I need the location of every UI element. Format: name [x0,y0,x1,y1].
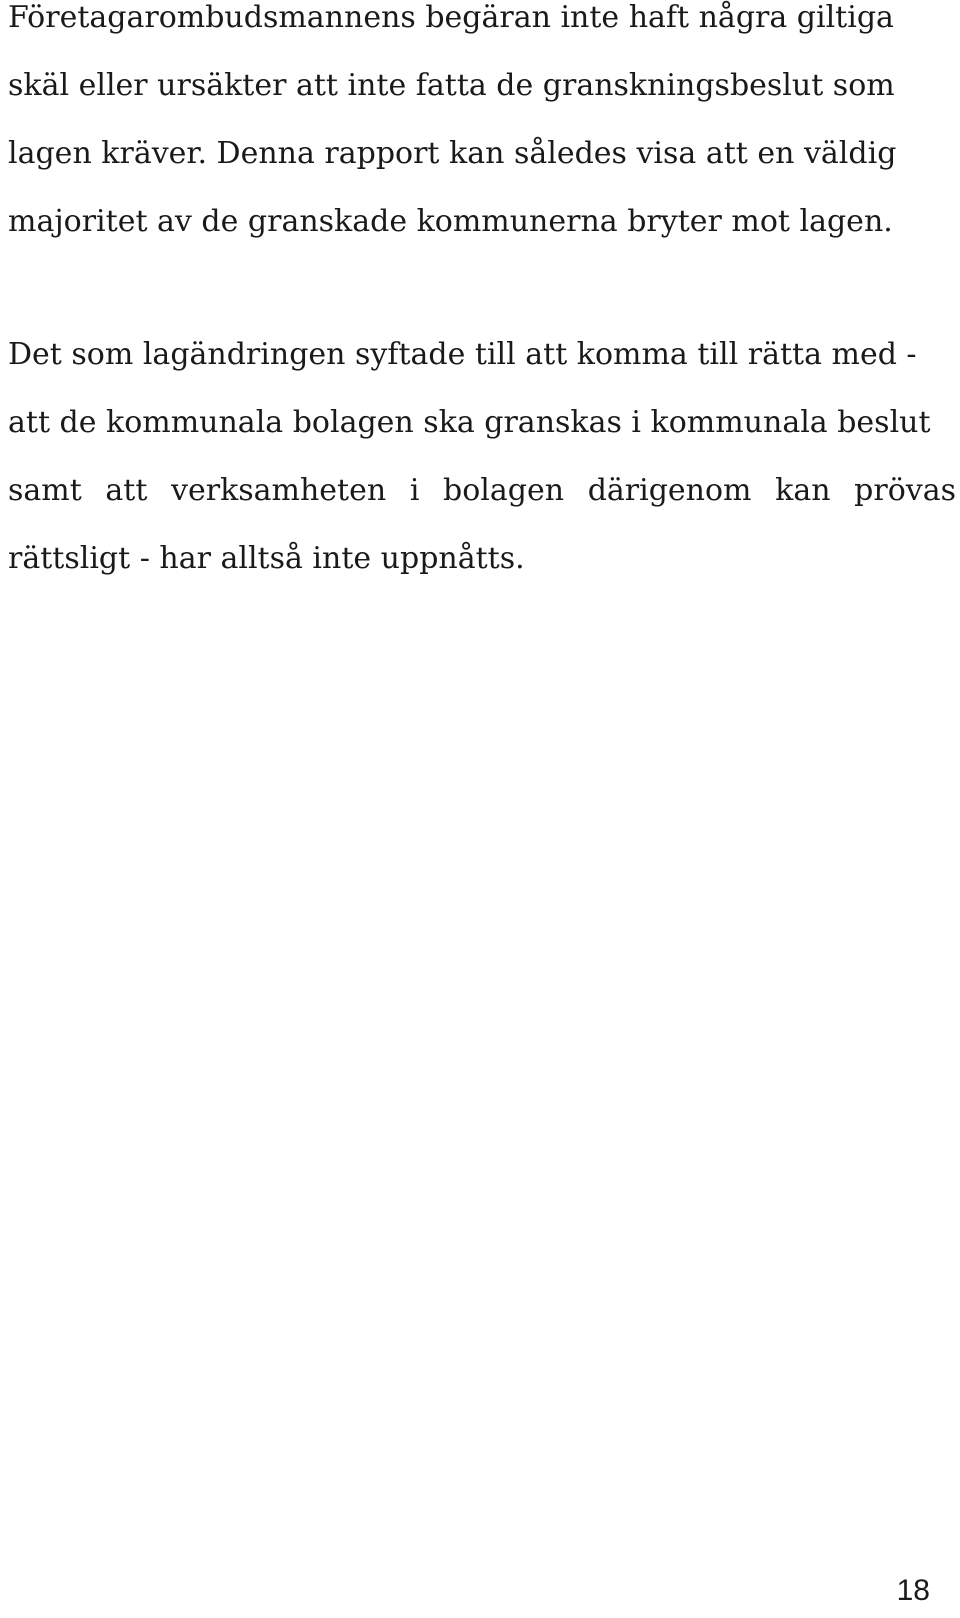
paragraph-2-line-4: rättsligt - har alltså inte uppnåtts. [8,541,525,576]
paragraph-1-line-1: Företagarombudsmannens begäran inte haft några giltiga [8,0,894,35]
paragraph-1-line-2: skäl eller ursäkter att inte fatta de granskningsbeslut som [8,68,895,103]
paragraph-2 [8,337,956,609]
paragraph-2-line-2: att de kommunala bolagen ska granskas i kommunala beslut [8,405,931,440]
paragraph-1-line-3: lagen kräver. Denna rapport kan således visa att en väldig [8,136,897,171]
paragraph-2-line-3: samt att verksamheten i bolagen därigenom kan prövas [8,473,956,508]
paragraph-2-line-1: Det som lagändringen syftade till att komma till rätta med - [8,337,917,372]
paragraph-1-line-4: majoritet av de granskade kommunerna bryter mot lagen. [8,204,893,239]
paragraph-1 [8,0,896,272]
page-number: 18 [896,1574,930,1607]
